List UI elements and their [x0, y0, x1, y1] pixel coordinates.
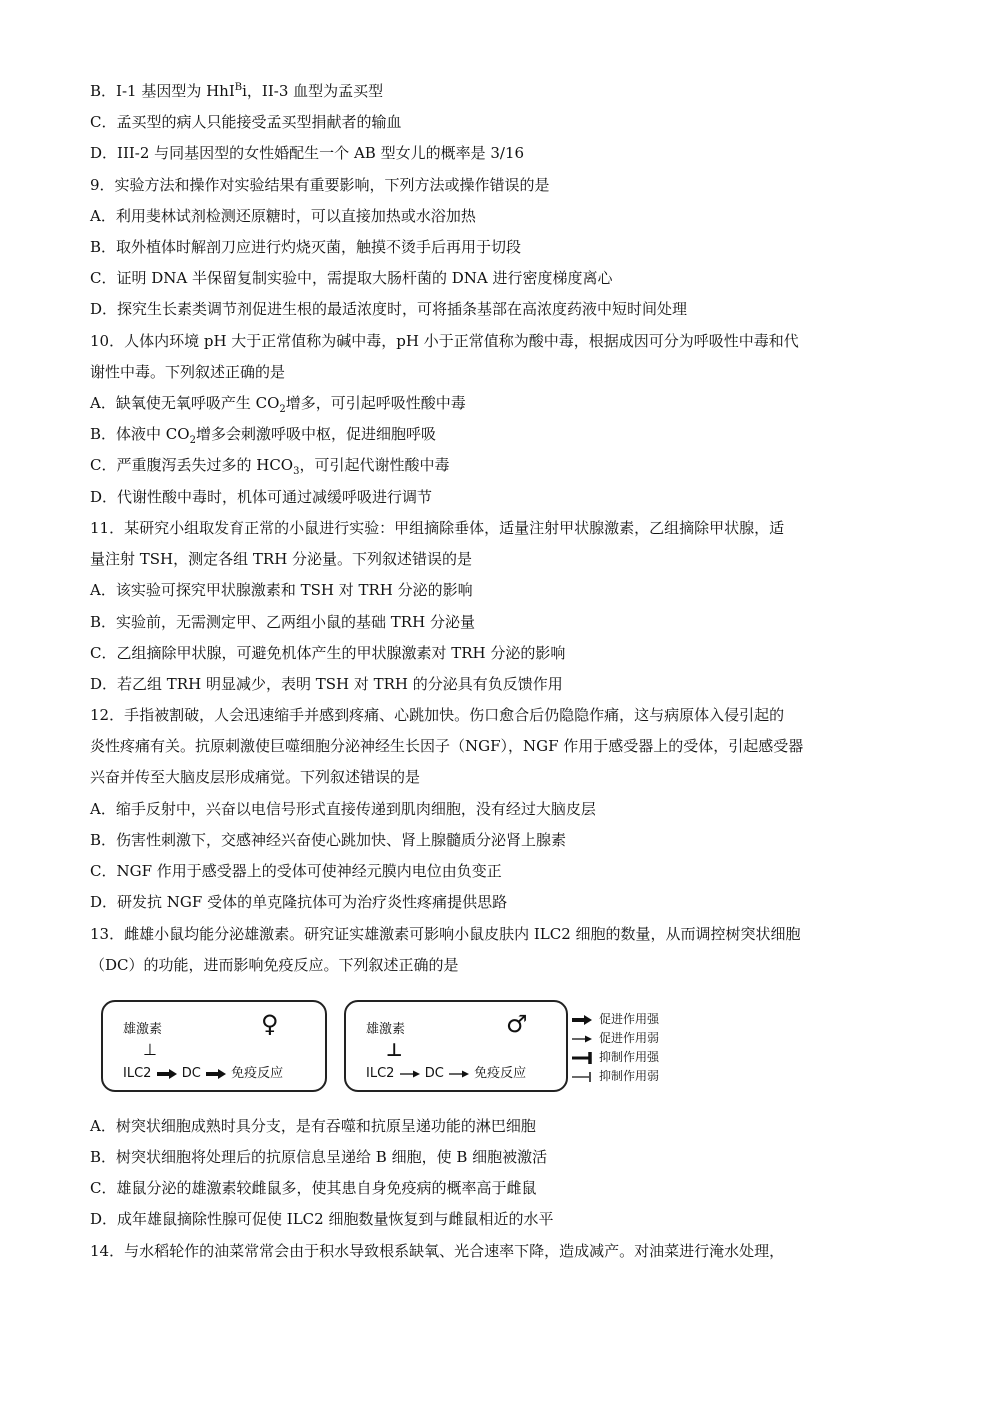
q11-option-b: B．实验前，无需测定甲、乙两组小鼠的基础 TRH 分泌量 [90, 613, 475, 631]
arrow-strong-icon [571, 1015, 593, 1025]
male-symbol-icon: ♂ [506, 1010, 528, 1038]
female-immune-label: 免疫反应 [231, 1066, 284, 1081]
q13-option-d: D．成年雄鼠摘除性腺可促使 ILC2 细胞数量恢复到与雌鼠相近的水平 [90, 1210, 554, 1228]
q10-option-a: A．缺氧使无氧呼吸产生 $CO_2$增多，可引起呼吸性酸中毒 [90, 394, 466, 415]
figure-legend [571, 1010, 711, 1086]
female-arrow-strong-icon [156, 1069, 178, 1079]
q12-stem-line1: 12．手指被割破，人会迅速缩手并感到疼痛、心跳加快。伤口愈合后仍隐隐作痛，这与病原体入侵引起的 [90, 706, 785, 724]
male-arrow-weak-icon-2 [448, 1069, 470, 1079]
q13-stem-line2: （DC）的功能，进而影响免疫反应。下列叙述正确的是 [90, 956, 459, 974]
q10-option-c: C．严重腹泻丢失过多的 $HCO_3$，可引起代谢性酸中毒 [90, 456, 450, 477]
q13-option-c: C．雄鼠分泌的雄激素较雌鼠多，使其患自身免疫病的概率高于雌鼠 [90, 1179, 537, 1197]
male-hormone-label: 雄激素 [366, 1022, 406, 1037]
q9-option-b: B．取外植体时解剖刀应进行灼烧灭菌，触摸不烫手后再用于切段 [90, 238, 522, 256]
q11-option-a: A．该实验可探究甲状腺激素和 TSH 对 TRH 分泌的影响 [90, 581, 473, 599]
q8-option-b: B．I-1 基因型为 HhI$^B$i，II-3 血型为孟买型 [90, 82, 384, 100]
q11-option-d: D．若乙组 TRH 明显减少，表明 TSH 对 TRH 的分泌具有负反馈作用 [90, 675, 563, 693]
legend-label-inhibit-weak: 抑制作用弱 [599, 1069, 660, 1083]
female-hormone-label: 雄激素 [123, 1022, 163, 1037]
q10-stem-line2: 谢性中毒。下列叙述正确的是 [90, 363, 286, 381]
q8-option-c: C．孟买型的病人只能接受孟买型捐献者的输血 [90, 113, 402, 131]
q14-stem-line1: 14．与水稻轮作的油菜常常会由于积水导致根系缺氧、光合速率下降，造成减产。对油菜进行淹水处理， [90, 1242, 785, 1260]
legend-item-inhibit-strong [571, 1048, 711, 1067]
male-chain [366, 1062, 526, 1081]
legend-label-inhibit-strong: 抑制作用强 [599, 1050, 660, 1064]
q11-stem-line1: 11．某研究小组取发育正常的小鼠进行实验：甲组摘除垂体，适量注射甲状腺激素，乙组摘除甲状腺，适 [90, 519, 785, 537]
female-inhibit-weak-icon: ⊥ [143, 1040, 157, 1059]
female-chain [123, 1062, 283, 1081]
legend-label-promote-strong: 促进作用强 [599, 1012, 660, 1026]
q13-stem-line1: 13．雌雄小鼠均能分泌雄激素。研究证实雄激素可影响小鼠皮肤内 ILC2 细胞的数量，从而调控树突状细胞 [90, 925, 801, 943]
inhibit-weak-icon [571, 1071, 593, 1083]
q12-option-b: B．伤害性刺激下，交感神经兴奋使心跳加快、肾上腺髓质分泌肾上腺素 [90, 831, 567, 849]
q12-option-a: A．缩手反射中，兴奋以电信号形式直接传递到肌肉细胞，没有经过大脑皮层 [90, 800, 596, 818]
q9-stem: 9．实验方法和操作对实验结果有重要影响，下列方法或操作错误的是 [90, 176, 550, 194]
legend-label-promote-weak: 促进作用弱 [599, 1031, 660, 1045]
q9-option-d: D．探究生长素类调节剂促进生根的最适浓度时，可将插条基部在高浓度药液中短时间处理 [90, 300, 688, 318]
q12-stem-line2: 炎性疼痛有关。抗原刺激使巨噬细胞分泌神经生长因子（NGF），NGF 作用于感受器上的受体，引起感受器 [90, 737, 804, 755]
q9-option-c: C．证明 DNA 半保留复制实验中，需提取大肠杆菌的 DNA 进行密度梯度离心 [90, 269, 613, 287]
arrow-weak-icon [571, 1034, 593, 1044]
q10-option-b: B．体液中 $CO_2$增多会刺激呼吸中枢，促进细胞呼吸 [90, 425, 436, 446]
male-immune-label: 免疫反应 [474, 1066, 527, 1081]
q12-option-c: C．NGF 作用于感受器上的受体可使神经元膜内电位由负变正 [90, 862, 502, 880]
legend-item-promote-strong [571, 1010, 711, 1029]
q11-option-c: C．乙组摘除甲状腺，可避免机体产生的甲状腺激素对 TRH 分泌的影响 [90, 644, 566, 662]
female-dc-label: DC [181, 1066, 201, 1081]
male-dc-label: DC [424, 1066, 444, 1081]
female-panel [101, 1000, 327, 1092]
q10-stem-line1: 10．人体内环境 pH 大于正常值称为碱中毒，pH 小于正常值称为酸中毒，根据成因可分为呼吸性中毒和代 [90, 332, 799, 350]
q13-figure [101, 1000, 701, 1096]
q8-option-d: D．III-2 与同基因型的女性婚配生一个 AB 型女儿的概率是 3/16 [90, 144, 525, 162]
legend-item-promote-weak [571, 1029, 711, 1048]
male-arrow-weak-icon [399, 1069, 421, 1079]
q12-option-d: D．研发抗 NGF 受体的单克隆抗体可为治疗炎性疼痛提供思路 [90, 893, 508, 911]
male-ilc2-label: ILC2 [366, 1066, 395, 1081]
inhibit-strong-icon [571, 1052, 593, 1064]
q12-stem-line3: 兴奋并传至大脑皮层形成痛觉。下列叙述错误的是 [90, 768, 421, 786]
male-panel [344, 1000, 568, 1092]
q11-stem-line2: 量注射 TSH，测定各组 TRH 分泌量。下列叙述错误的是 [90, 550, 473, 568]
q9-option-a: A．利用斐林试剂检测还原糖时，可以直接加热或水浴加热 [90, 207, 476, 225]
legend-item-inhibit-weak [571, 1067, 711, 1086]
female-ilc2-label: ILC2 [123, 1066, 152, 1081]
q10-option-d: D．代谢性酸中毒时，机体可通过减缓呼吸进行调节 [90, 488, 433, 506]
q13-option-b: B．树突状细胞将处理后的抗原信息呈递给 B 细胞，使 B 细胞被激活 [90, 1148, 548, 1166]
female-arrow-strong-icon-2 [205, 1069, 227, 1079]
female-symbol-icon: ♀ [261, 1010, 279, 1038]
male-inhibit-strong-icon: ⊥ [386, 1040, 403, 1061]
q13-option-a: A．树突状细胞成熟时具分支，是有吞噬和抗原呈递功能的淋巴细胞 [90, 1117, 536, 1135]
